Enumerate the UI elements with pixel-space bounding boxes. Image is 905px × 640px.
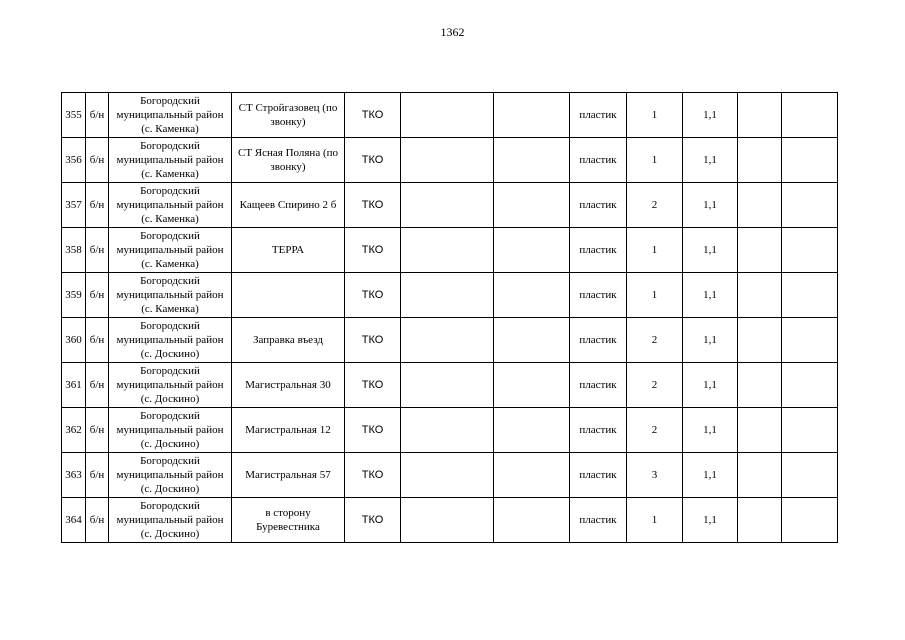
table-row (62, 453, 838, 498)
house-number-cell: б/н (86, 453, 109, 498)
house-number-cell: б/н (86, 183, 109, 228)
location-cell: Магистральная 57 (232, 453, 345, 498)
empty-cell (738, 273, 782, 318)
table-row (62, 363, 838, 408)
empty-cell (782, 363, 838, 408)
location-cell: Магистральная 12 (232, 408, 345, 453)
table-row (62, 498, 838, 543)
row-number-cell: 357 (62, 183, 86, 228)
table-body (62, 93, 838, 543)
empty-cell (782, 93, 838, 138)
row-number-cell: 360 (62, 318, 86, 363)
house-number-cell: б/н (86, 273, 109, 318)
house-number-cell: б/н (86, 498, 109, 543)
empty-cell (494, 408, 570, 453)
material-cell: пластик (570, 318, 627, 363)
house-number-cell: б/н (86, 138, 109, 183)
container-volume-cell: 1,1 (683, 498, 738, 543)
empty-cell (782, 453, 838, 498)
empty-cell (738, 408, 782, 453)
container-volume-cell: 1,1 (683, 228, 738, 273)
district-cell: Богородский муниципальный район (с. Каменка) (109, 273, 232, 318)
house-number-cell: б/н (86, 363, 109, 408)
empty-cell (494, 453, 570, 498)
page-number: 1362 (440, 25, 465, 39)
empty-cell (782, 408, 838, 453)
location-cell: СТ Стройгазовец (по звонку) (232, 93, 345, 138)
waste-type-cell: ТКО (345, 408, 401, 453)
location-cell: в сторону Буревестника (232, 498, 345, 543)
empty-cell (494, 183, 570, 228)
table-row (62, 228, 838, 273)
district-cell: Богородский муниципальный район (с. Каменка) (109, 138, 232, 183)
waste-type-cell: ТКО (345, 228, 401, 273)
waste-type-cell: ТКО (345, 453, 401, 498)
house-number-cell: б/н (86, 318, 109, 363)
container-volume-cell: 1,1 (683, 453, 738, 498)
district-cell: Богородский муниципальный район (с. Доскино) (109, 453, 232, 498)
district-cell: Богородский муниципальный район (с. Доскино) (109, 318, 232, 363)
empty-cell (738, 318, 782, 363)
empty-cell (401, 183, 494, 228)
empty-cell (738, 93, 782, 138)
table-row (62, 273, 838, 318)
house-number-cell: б/н (86, 228, 109, 273)
row-number-cell: 363 (62, 453, 86, 498)
container-count-cell: 2 (627, 363, 683, 408)
waste-type-cell: ТКО (345, 318, 401, 363)
table-row (62, 93, 838, 138)
table-row (62, 408, 838, 453)
district-cell: Богородский муниципальный район (с. Каменка) (109, 228, 232, 273)
waste-type-cell: ТКО (345, 138, 401, 183)
house-number-cell: б/н (86, 408, 109, 453)
container-volume-cell: 1,1 (683, 273, 738, 318)
container-volume-cell: 1,1 (683, 318, 738, 363)
location-cell: СТ Ясная Поляна (по звонку) (232, 138, 345, 183)
row-number-cell: 356 (62, 138, 86, 183)
empty-cell (494, 318, 570, 363)
material-cell: пластик (570, 183, 627, 228)
district-cell: Богородский муниципальный район (с. Каменка) (109, 183, 232, 228)
empty-cell (782, 318, 838, 363)
material-cell: пластик (570, 453, 627, 498)
container-count-cell: 1 (627, 273, 683, 318)
waste-sites-table (61, 92, 838, 543)
empty-cell (401, 453, 494, 498)
container-count-cell: 1 (627, 498, 683, 543)
location-cell: Магистральная 30 (232, 363, 345, 408)
empty-cell (494, 93, 570, 138)
empty-cell (738, 138, 782, 183)
empty-cell (494, 363, 570, 408)
empty-cell (782, 498, 838, 543)
material-cell: пластик (570, 498, 627, 543)
container-volume-cell: 1,1 (683, 93, 738, 138)
empty-cell (782, 273, 838, 318)
waste-type-cell: ТКО (345, 363, 401, 408)
container-count-cell: 1 (627, 93, 683, 138)
empty-cell (738, 183, 782, 228)
empty-cell (401, 498, 494, 543)
waste-type-cell: ТКО (345, 93, 401, 138)
row-number-cell: 361 (62, 363, 86, 408)
empty-cell (782, 183, 838, 228)
empty-cell (782, 228, 838, 273)
container-count-cell: 2 (627, 183, 683, 228)
location-cell (232, 273, 345, 318)
district-cell: Богородский муниципальный район (с. Доскино) (109, 498, 232, 543)
empty-cell (738, 453, 782, 498)
container-count-cell: 1 (627, 138, 683, 183)
container-count-cell: 1 (627, 228, 683, 273)
material-cell: пластик (570, 138, 627, 183)
container-volume-cell: 1,1 (683, 363, 738, 408)
table-row (62, 183, 838, 228)
row-number-cell: 364 (62, 498, 86, 543)
empty-cell (738, 498, 782, 543)
container-volume-cell: 1,1 (683, 183, 738, 228)
district-cell: Богородский муниципальный район (с. Каменка) (109, 93, 232, 138)
empty-cell (782, 138, 838, 183)
empty-cell (494, 273, 570, 318)
container-count-cell: 3 (627, 453, 683, 498)
district-cell: Богородский муниципальный район (с. Доскино) (109, 363, 232, 408)
empty-cell (738, 228, 782, 273)
table-row (62, 318, 838, 363)
waste-type-cell: ТКО (345, 183, 401, 228)
location-cell: ТЕРРА (232, 228, 345, 273)
row-number-cell: 359 (62, 273, 86, 318)
material-cell: пластик (570, 93, 627, 138)
location-cell: Заправка въезд (232, 318, 345, 363)
empty-cell (494, 228, 570, 273)
material-cell: пластик (570, 363, 627, 408)
material-cell: пластик (570, 408, 627, 453)
empty-cell (738, 363, 782, 408)
district-cell: Богородский муниципальный район (с. Доскино) (109, 408, 232, 453)
empty-cell (401, 273, 494, 318)
house-number-cell: б/н (86, 93, 109, 138)
material-cell: пластик (570, 273, 627, 318)
empty-cell (494, 498, 570, 543)
waste-type-cell: ТКО (345, 273, 401, 318)
table-row (62, 138, 838, 183)
empty-cell (401, 408, 494, 453)
location-cell: Кащеев Спирино 2 б (232, 183, 345, 228)
empty-cell (494, 138, 570, 183)
empty-cell (401, 363, 494, 408)
empty-cell (401, 318, 494, 363)
row-number-cell: 362 (62, 408, 86, 453)
empty-cell (401, 138, 494, 183)
row-number-cell: 358 (62, 228, 86, 273)
container-count-cell: 2 (627, 408, 683, 453)
empty-cell (401, 228, 494, 273)
waste-type-cell: ТКО (345, 498, 401, 543)
container-count-cell: 2 (627, 318, 683, 363)
row-number-cell: 355 (62, 93, 86, 138)
container-volume-cell: 1,1 (683, 408, 738, 453)
container-volume-cell: 1,1 (683, 138, 738, 183)
empty-cell (401, 93, 494, 138)
material-cell: пластик (570, 228, 627, 273)
